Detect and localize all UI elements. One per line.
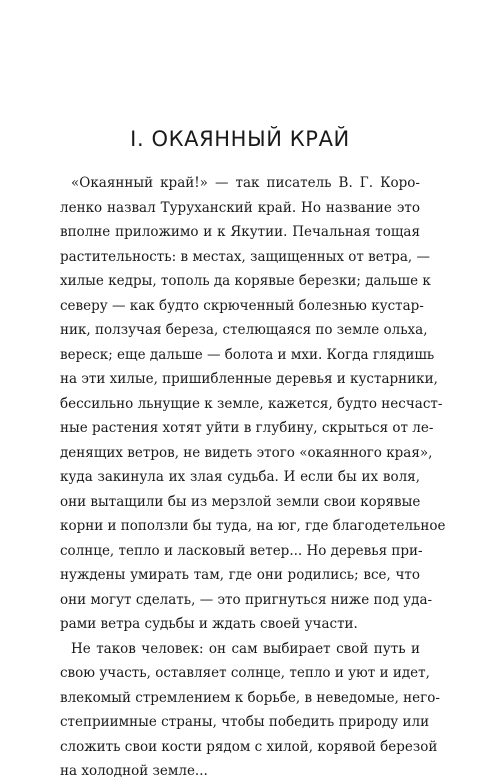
text-line: ленко назвал Туруханский край. Но название это xyxy=(60,199,420,216)
text-line: ные растения хотят уйти в глубину, скрыться от ле- xyxy=(60,420,434,436)
chapter-text xyxy=(60,171,446,784)
text-line: они вытащили бы из мерзлой земли свои корявые xyxy=(60,493,421,510)
text-line: солнце, тепло и ласковый ветер... Но деревья при- xyxy=(60,542,423,559)
text-line: северу — как будто скрюченный болезнью кустар- xyxy=(60,297,424,314)
text-line: свою участь, оставляет солнце, тепло и уют и идет, xyxy=(60,665,430,681)
text-line: вполне приложимо и к Якутии. Печальная тощая xyxy=(60,224,420,240)
text-line: ник, ползучая береза, стелющаяся по земле ольха, xyxy=(60,322,428,338)
text-line: денящих ветров, не видеть этого «окаянного края», xyxy=(60,444,433,461)
paragraph xyxy=(60,171,446,637)
text-line: степриимные страны, чтобы победить природу или xyxy=(60,714,430,730)
text-line: нуждены умирать там, где они родились; все, что xyxy=(60,567,420,583)
text-line: рами ветра судьбы и ждать своей участи. xyxy=(60,616,358,632)
text-line: «Окаянный край!» — так писатель В. Г. Коро- xyxy=(71,175,420,191)
text-line: хилые кедры, тополь да корявые березки; дальше к xyxy=(60,273,431,289)
paragraph xyxy=(60,637,440,784)
text-line: бессильно льнущие к земле, кажется, будто несчаст- xyxy=(60,395,443,412)
chapter-title: I. ОКАЯННЫЙ КРАЙ xyxy=(130,127,350,151)
text-line: куда закинула их злая судьба. И если бы их воля, xyxy=(60,469,420,485)
text-line: вереск; еще дальше — болота и мхи. Когда глядишь xyxy=(60,346,435,363)
text-line: сложить свои кости рядом с хилой, корявой березой xyxy=(60,738,438,755)
text-line: на эти хилые, пришибленные деревья и кустарники, xyxy=(60,371,438,387)
text-line: Не таков человек: он сам выбирает свой путь и xyxy=(71,640,420,657)
text-line: корни и поползли бы туда, на юг, где благодетельное xyxy=(60,518,446,534)
text-line: на холодной земле... xyxy=(60,763,208,779)
text-line: растительность: в местах, защищенных от ветра, — xyxy=(60,248,430,265)
text-line: они могут сделать, — это пригнуться ниже под уда- xyxy=(60,591,433,608)
text-line: влекомый стремлением к борьбе, в неведомые, него- xyxy=(60,689,440,706)
